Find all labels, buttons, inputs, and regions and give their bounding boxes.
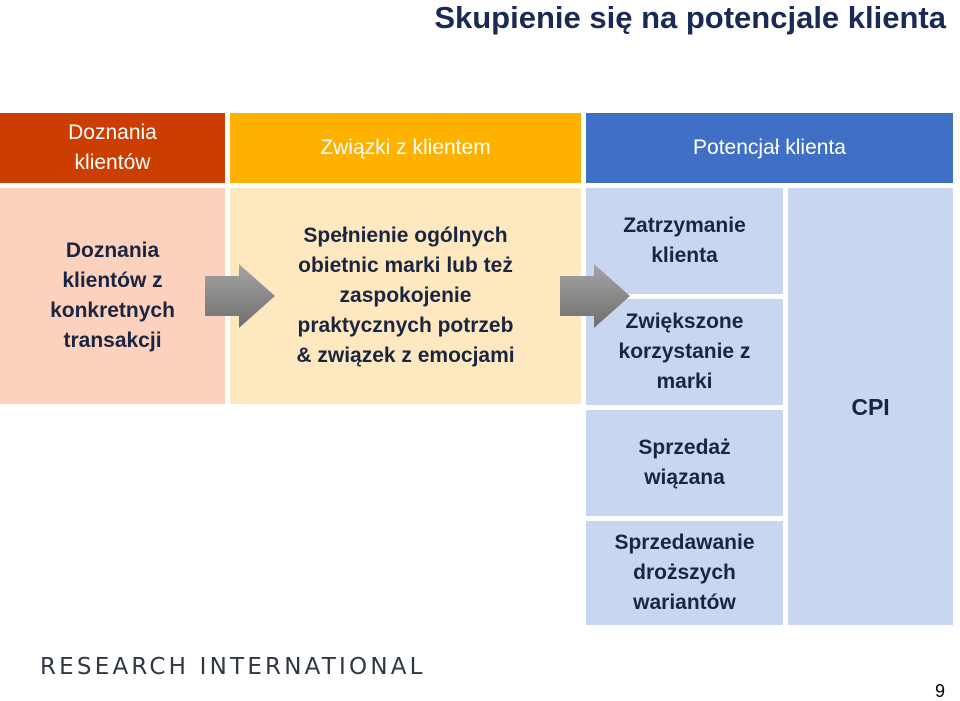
potential-item-retention: Zatrzymanie klienta bbox=[586, 188, 783, 294]
header-customer-potential: Potencjał klienta bbox=[586, 113, 953, 183]
right-arrow-icon bbox=[560, 264, 630, 328]
potential-item-increased-usage: Zwiększone korzystanie z marki bbox=[586, 299, 783, 405]
potential-item-up-selling: Sprzedawanie droższych wariantów bbox=[586, 521, 783, 625]
right-arrow-icon bbox=[205, 264, 275, 328]
cpi-box: CPI bbox=[788, 188, 953, 625]
page-number: 9 bbox=[935, 681, 946, 701]
relations-body: Spełnienie ogólnych obietnic marki lub też zaspokojenie praktycznych potrzeb & związek z emocjami bbox=[230, 188, 581, 404]
page-title: Skupienie się na potencjale klienta bbox=[434, 0, 946, 35]
header-customer-relations: Związki z klientem bbox=[230, 113, 581, 183]
potential-item-cross-selling: Sprzedaż wiązana bbox=[586, 410, 783, 516]
header-customer-experiences: Doznania klientów bbox=[0, 113, 225, 183]
company-logo: RESEARCH INTERNATIONAL bbox=[40, 654, 426, 680]
experiences-body: Doznania klientów z konkretnych transakcji bbox=[0, 188, 225, 404]
